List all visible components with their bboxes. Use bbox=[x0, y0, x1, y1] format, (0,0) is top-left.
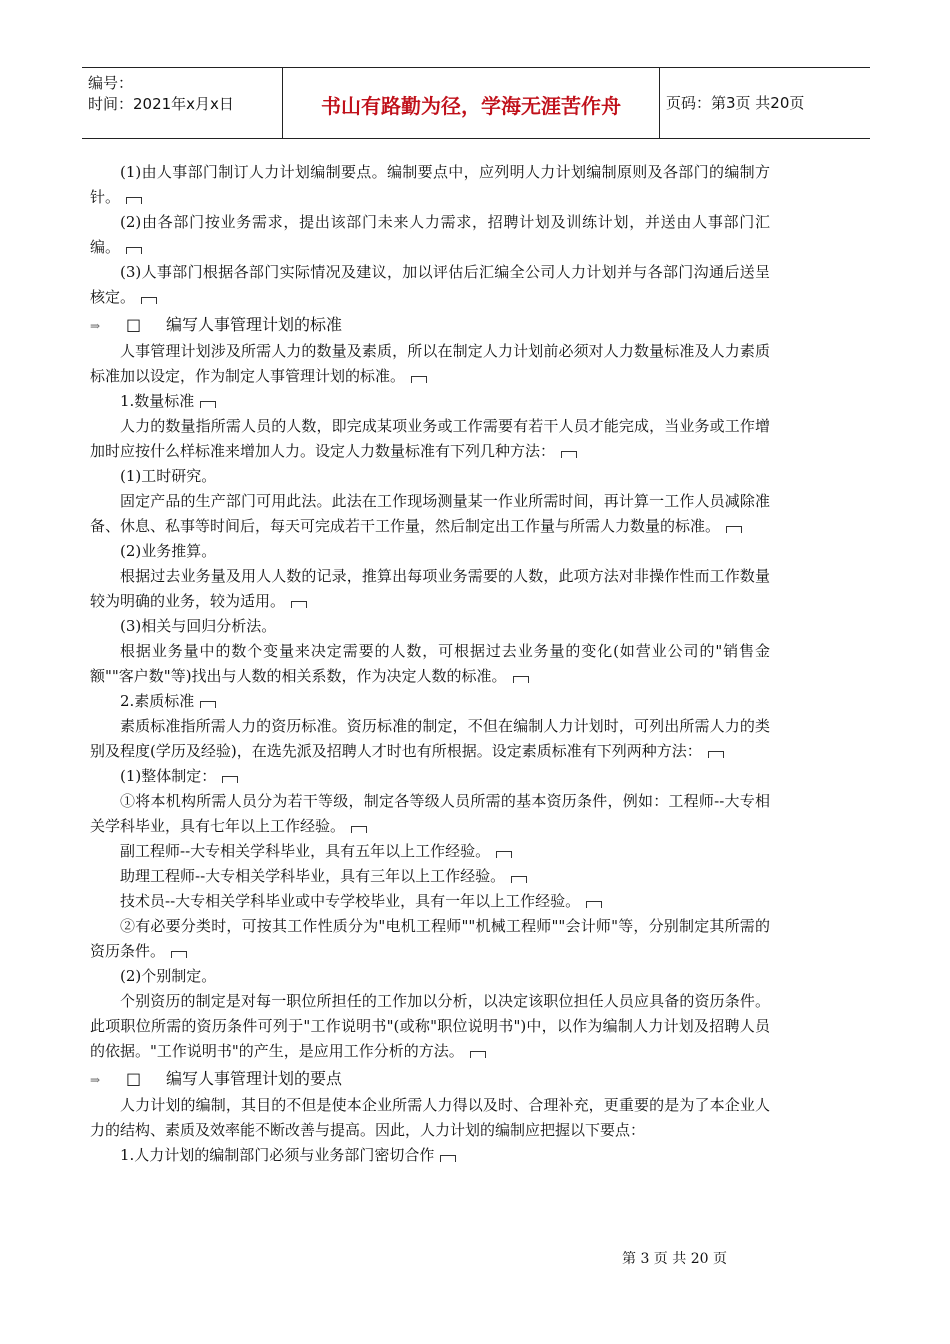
header-page-info: 页码：第3页 共20页 bbox=[666, 94, 805, 112]
paragraph-mark-icon bbox=[470, 1051, 486, 1058]
paragraph: ①将本机构所需人员分为若干等级，制定各等级人员所需的基本资历条件，例如：工程师--大专相关学科毕业，具有七年以上工作经验。 bbox=[90, 792, 770, 835]
paragraph: 人力的数量指所需人员的人数，即完成某项业务或工作需要有若干人员才能完成，当业务或工作增加时应按什么样标准来增加人力。设定人力数量标准有下列几种方法： bbox=[90, 417, 770, 460]
paragraph-mark-icon bbox=[141, 297, 157, 304]
paragraph: 人事管理计划涉及所需人力的数量及素质，所以在制定人力计划前必须对人力数量标准及人力素质标准加以设定，作为制定人事管理计划的标准。 bbox=[90, 342, 770, 385]
paragraph-mark-icon bbox=[726, 526, 742, 533]
paragraph-mark-icon bbox=[126, 197, 142, 204]
section-heading bbox=[90, 1066, 770, 1093]
paragraph-mark-icon bbox=[411, 376, 427, 383]
paragraph: 技术员--大专相关学科毕业或中专学校毕业，具有一年以上工作经验。 bbox=[90, 889, 770, 914]
paragraph: (1)由人事部门制订人力计划编制要点。编制要点中，应列明人力计划编制原则及各部门的编制方针。 bbox=[90, 163, 770, 206]
paragraph: 个别资历的制定是对每一职位所担任的工作加以分析，以决定该职位担任人员应具备的资历条件。此项职位所需的资历条件可列于"工作说明书"(或称"职位说明书")中，以作为编制人力计划及招聘人员的依据。"工作说明书"的产生，是应用工作分析的方法。 bbox=[90, 992, 770, 1060]
paragraph: 助理工程师--大专相关学科毕业，具有三年以上工作经验。 bbox=[90, 864, 770, 889]
document-number-label: 编号： bbox=[88, 74, 134, 92]
section-heading-text: 编写人事管理计划的标准 bbox=[166, 315, 343, 334]
paragraph-mark-icon bbox=[351, 826, 367, 833]
page-header bbox=[82, 67, 870, 139]
paragraph: (1)整体制定： bbox=[90, 764, 770, 789]
checkbox-icon: □ bbox=[126, 1069, 142, 1088]
section-heading bbox=[90, 312, 770, 339]
section-heading-text: 编写人事管理计划的要点 bbox=[166, 1069, 343, 1088]
paragraph-mark-icon bbox=[200, 401, 216, 408]
paragraph: (3)人事部门根据各部门实际情况及建议，加以评估后汇编全公司人力计划并与各部门沟通后送呈核定。 bbox=[90, 263, 770, 306]
paragraph-mark-icon bbox=[511, 876, 527, 883]
paragraph-mark-icon bbox=[561, 451, 577, 458]
paragraph-mark-icon bbox=[708, 751, 724, 758]
paragraph-mark-icon bbox=[171, 951, 187, 958]
paragraph: 2.素质标准 bbox=[90, 689, 770, 714]
page-footer: 第 3 页 共 20 页 bbox=[622, 1251, 727, 1267]
paragraph: 根据业务量中的数个变量来决定需要的人数，可根据过去业务量的变化(如营业公司的"销售金额""客户数"等)找出与人数的相关系数，作为决定人数的标准。 bbox=[90, 642, 770, 685]
paragraph: (2)由各部门按业务需求，提出该部门未来人力需求，招聘计划及训练计划，并送由人事部门汇编。 bbox=[90, 213, 770, 256]
paragraph-mark-icon bbox=[513, 676, 529, 683]
arrow-marker-icon: ⇒ bbox=[90, 319, 101, 333]
paragraph-mark-icon bbox=[496, 851, 512, 858]
paragraph: (3)相关与回归分析法。 bbox=[120, 617, 277, 635]
paragraph: 根据过去业务量及用人人数的记录，推算出每项业务需要的人数，此项方法对非操作性而工作数量较为明确的业务，较为适用。 bbox=[90, 567, 770, 610]
document-date-label: 时间：2021年x月x日 bbox=[88, 95, 234, 113]
paragraph: ②有必要分类时，可按其工作性质分为"电机工程师""机械工程师""会计师"等，分别制定其所需的资历条件。 bbox=[90, 917, 770, 960]
paragraph: 1.数量标准 bbox=[90, 389, 770, 414]
paragraph: 人力计划的编制，其目的不但是使本企业所需人力得以及时、合理补充，更重要的是为了本企业人力的结构、素质及效率能不断改善与提高。因此，人力计划的编制应把握以下要点： bbox=[90, 1096, 770, 1139]
paragraph: 素质标准指所需人力的资历标准。资历标准的制定，不但在编制人力计划时，可列出所需人力的类别及程度(学历及经验)，在选先派及招聘人才时也有所根据。设定素质标准有下列两种方法： bbox=[90, 717, 770, 760]
paragraph: 副工程师--大专相关学科毕业，具有五年以上工作经验。 bbox=[90, 839, 770, 864]
document-body bbox=[90, 160, 770, 1168]
paragraph: 1.人力计划的编制部门必须与业务部门密切合作 bbox=[90, 1143, 770, 1168]
paragraph: (2)业务推算。 bbox=[120, 542, 217, 560]
header-center-cell bbox=[283, 68, 660, 138]
paragraph: (1)工时研究。 bbox=[120, 467, 217, 485]
paragraph: 固定产品的生产部门可用此法。此法在工作现场测量某一作业所需时间，再计算一工作人员减除准备、休息、私事等时间后，每天可完成若干工作量，然后制定出工作量与所需人力数量的标准。 bbox=[90, 492, 770, 535]
checkbox-icon: □ bbox=[126, 315, 142, 334]
paragraph-mark-icon bbox=[200, 701, 216, 708]
header-motto: 书山有路勤为径，学海无涯苦作舟 bbox=[321, 94, 621, 118]
header-left-cell bbox=[82, 68, 283, 138]
paragraph-mark-icon bbox=[222, 776, 238, 783]
paragraph: (2)个别制定。 bbox=[120, 967, 217, 985]
paragraph-mark-icon bbox=[440, 1155, 456, 1162]
arrow-marker-icon: ⇒ bbox=[90, 1073, 101, 1087]
header-right-cell bbox=[660, 68, 870, 138]
paragraph-mark-icon bbox=[586, 901, 602, 908]
paragraph-mark-icon bbox=[291, 601, 307, 608]
paragraph-mark-icon bbox=[126, 247, 142, 254]
